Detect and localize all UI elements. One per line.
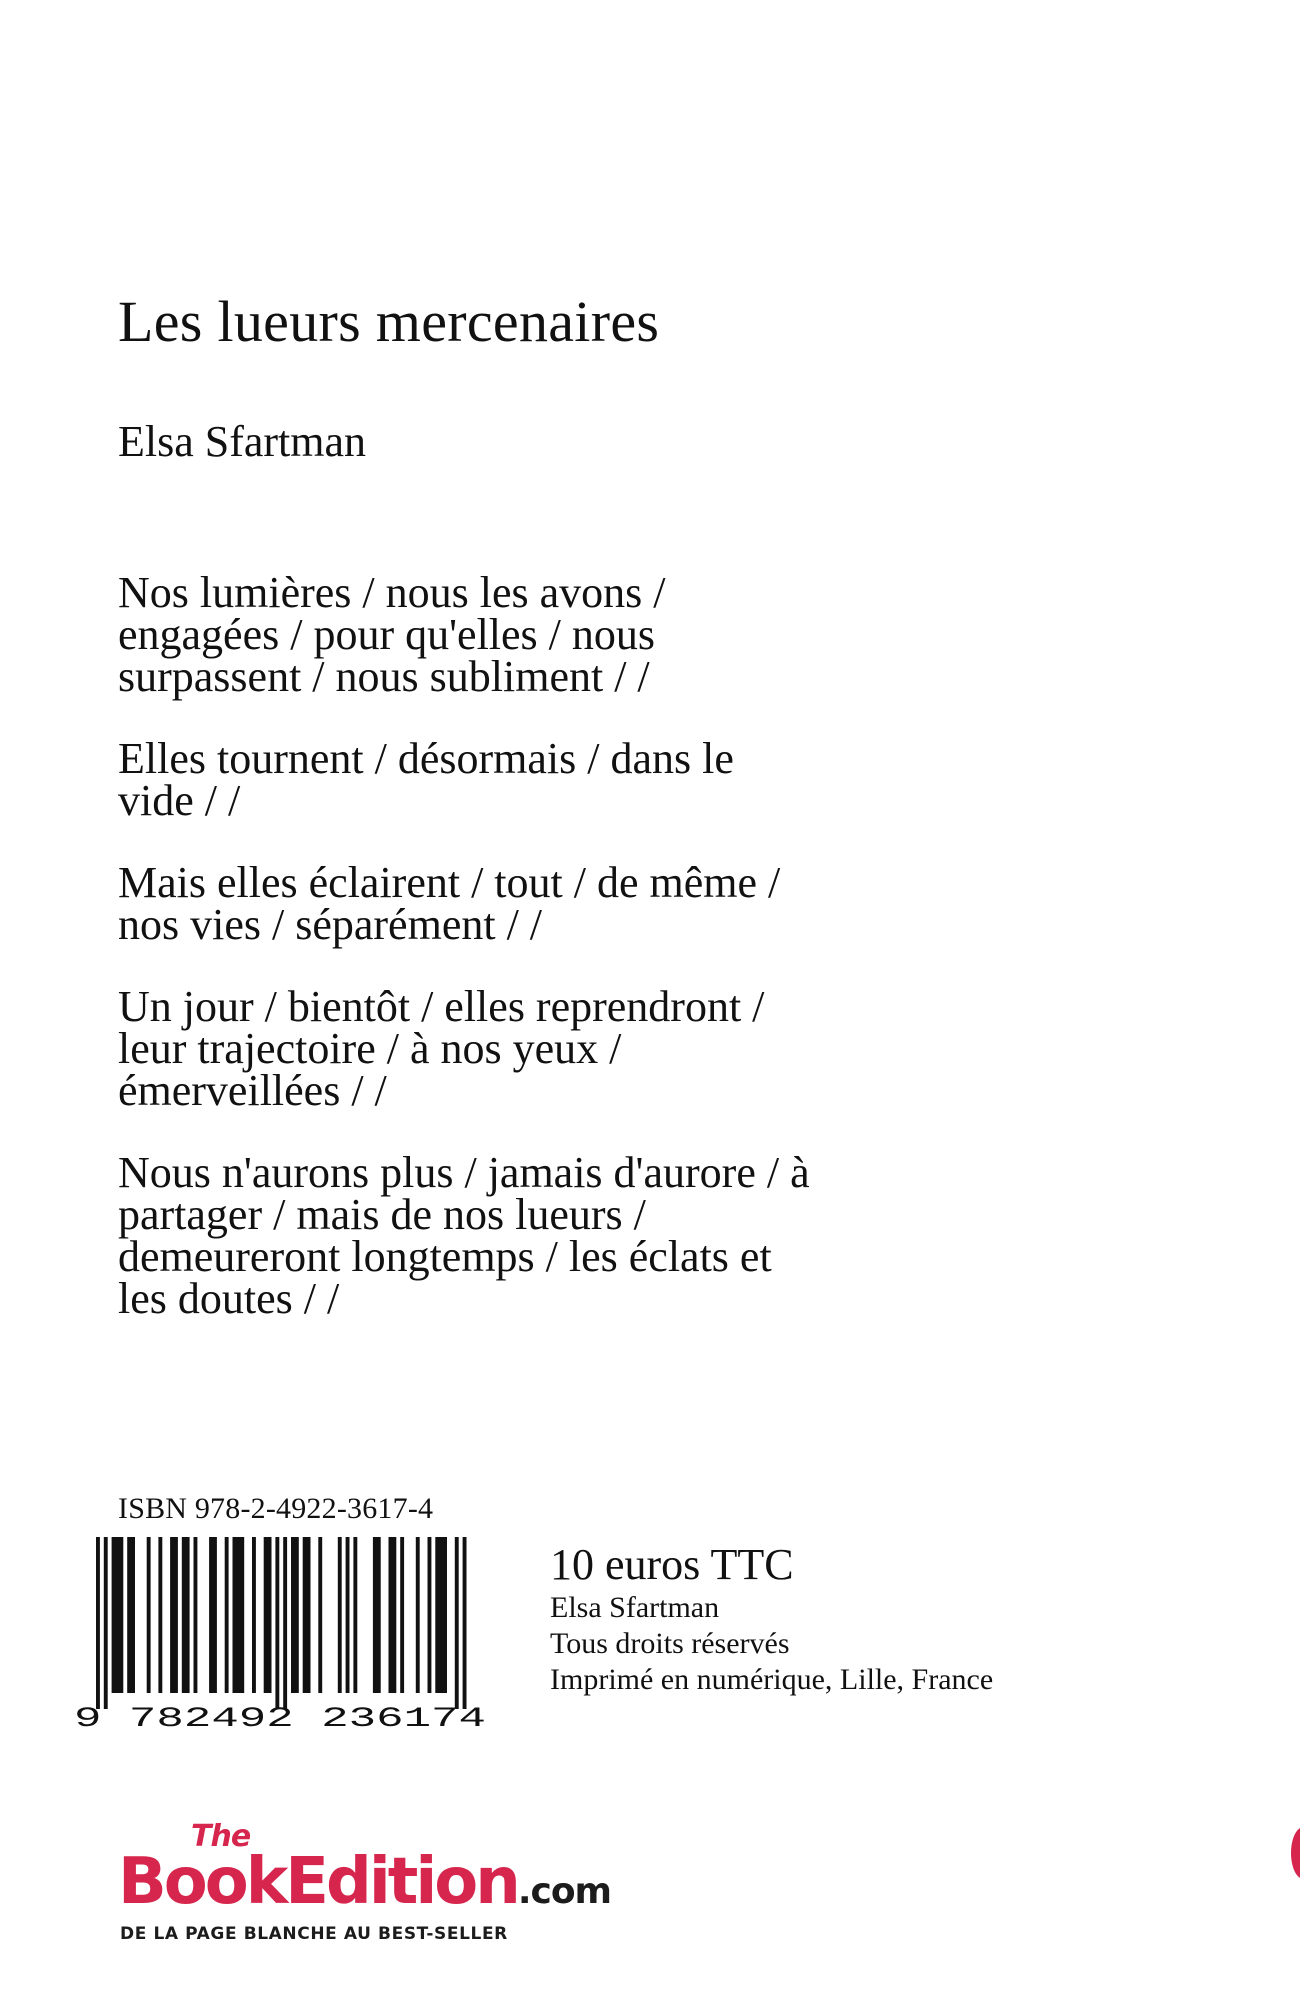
isbn-label: ISBN 978-2-4922-3617-4 xyxy=(118,1492,434,1525)
poem xyxy=(118,568,1018,1360)
verse-line: Un jour / bientôt / elles reprendront / xyxy=(118,982,765,1031)
rights-notice: Tous droits réservés xyxy=(550,1627,790,1660)
barcode-bar xyxy=(389,1537,397,1693)
barcode-bar xyxy=(182,1537,190,1693)
logo-wordmark xyxy=(118,1845,612,1919)
barcode-image xyxy=(72,1537,492,1733)
verse-line: Nos lumières / nous les avons / xyxy=(118,568,666,617)
printing-notice: Imprimé en numérique, Lille, France xyxy=(550,1663,994,1696)
verse-line: surpassent / nous subliment / / xyxy=(118,652,650,701)
barcode-bars xyxy=(96,1537,467,1709)
barcode-bar xyxy=(291,1537,299,1693)
verse-line: demeureront longtemps / les éclats et xyxy=(118,1232,772,1281)
barcode-bar xyxy=(194,1537,198,1693)
verse-line: émerveillées / / xyxy=(118,1066,387,1115)
logo-edition-text: Edition xyxy=(285,1845,518,1919)
barcode-bar xyxy=(373,1537,381,1693)
book-title: Les lueurs mercenaires xyxy=(118,289,660,354)
barcode-bar xyxy=(463,1537,467,1709)
barcode-bar xyxy=(275,1537,279,1709)
barcode-bar xyxy=(158,1537,162,1693)
barcode-bar xyxy=(112,1537,124,1693)
barcode-bar xyxy=(428,1537,432,1693)
verse-line: vide / / xyxy=(118,776,241,825)
edge-red-mark xyxy=(1284,1828,1300,1878)
logo-tagline: DE LA PAGE BLANCHE AU BEST-SELLER xyxy=(120,1924,508,1944)
verse-line: engagées / pour qu'elles / nous xyxy=(118,610,656,659)
verse-line: Mais elles éclairent / tout / de même / xyxy=(118,858,781,907)
barcode-bar xyxy=(353,1537,357,1693)
barcode-bar xyxy=(303,1537,311,1693)
logo-domain-text: .com xyxy=(517,1871,612,1912)
barcode-bar xyxy=(318,1537,322,1693)
barcode-bar xyxy=(252,1537,256,1693)
barcode-bar xyxy=(96,1537,100,1709)
verse-line: les doutes / / xyxy=(118,1274,340,1323)
verse-line: partager / mais de nos lueurs / xyxy=(118,1190,646,1239)
poem-stanza xyxy=(118,734,1018,825)
barcode-bar xyxy=(127,1537,135,1693)
price-label: 10 euros TTC xyxy=(550,1540,794,1589)
poem-stanza xyxy=(118,1148,1018,1323)
logo-the-text: The xyxy=(191,1819,251,1854)
copyright-holder: Elsa Sfartman xyxy=(550,1591,720,1624)
barcode-bar xyxy=(264,1537,272,1693)
poem-stanza xyxy=(118,982,1018,1115)
book-author: Elsa Sfartman xyxy=(118,417,367,466)
barcode-bar xyxy=(233,1537,245,1693)
verse-line: Nous n'aurons plus / jamais d'aurore / à xyxy=(118,1148,810,1197)
barcode-bar xyxy=(209,1537,217,1693)
barcode-bar xyxy=(435,1537,447,1693)
poem-stanza xyxy=(118,568,1018,701)
barcode-bar xyxy=(338,1537,342,1693)
verse-line: leur trajectoire / à nos yeux / xyxy=(118,1024,622,1073)
barcode-bar xyxy=(400,1537,404,1693)
verse-line: nos vies / séparément / / xyxy=(118,900,543,949)
verse-line: Elles tournent / désormais / dans le xyxy=(118,734,734,783)
publisher-logo xyxy=(118,1819,738,1944)
barcode-digits: 9 782492 236174 xyxy=(74,1704,486,1733)
logo-book-text: Book xyxy=(118,1845,286,1919)
barcode-bar xyxy=(225,1537,229,1693)
barcode-bar xyxy=(416,1537,420,1693)
barcode-bar xyxy=(283,1537,287,1709)
poem-stanza xyxy=(118,858,1018,949)
barcode-bar xyxy=(346,1537,350,1693)
imprint-block xyxy=(550,1540,993,1698)
barcode-bar xyxy=(104,1537,108,1709)
barcode-bar xyxy=(170,1537,178,1693)
barcode-bar xyxy=(147,1537,151,1693)
barcode-bar xyxy=(455,1537,459,1709)
